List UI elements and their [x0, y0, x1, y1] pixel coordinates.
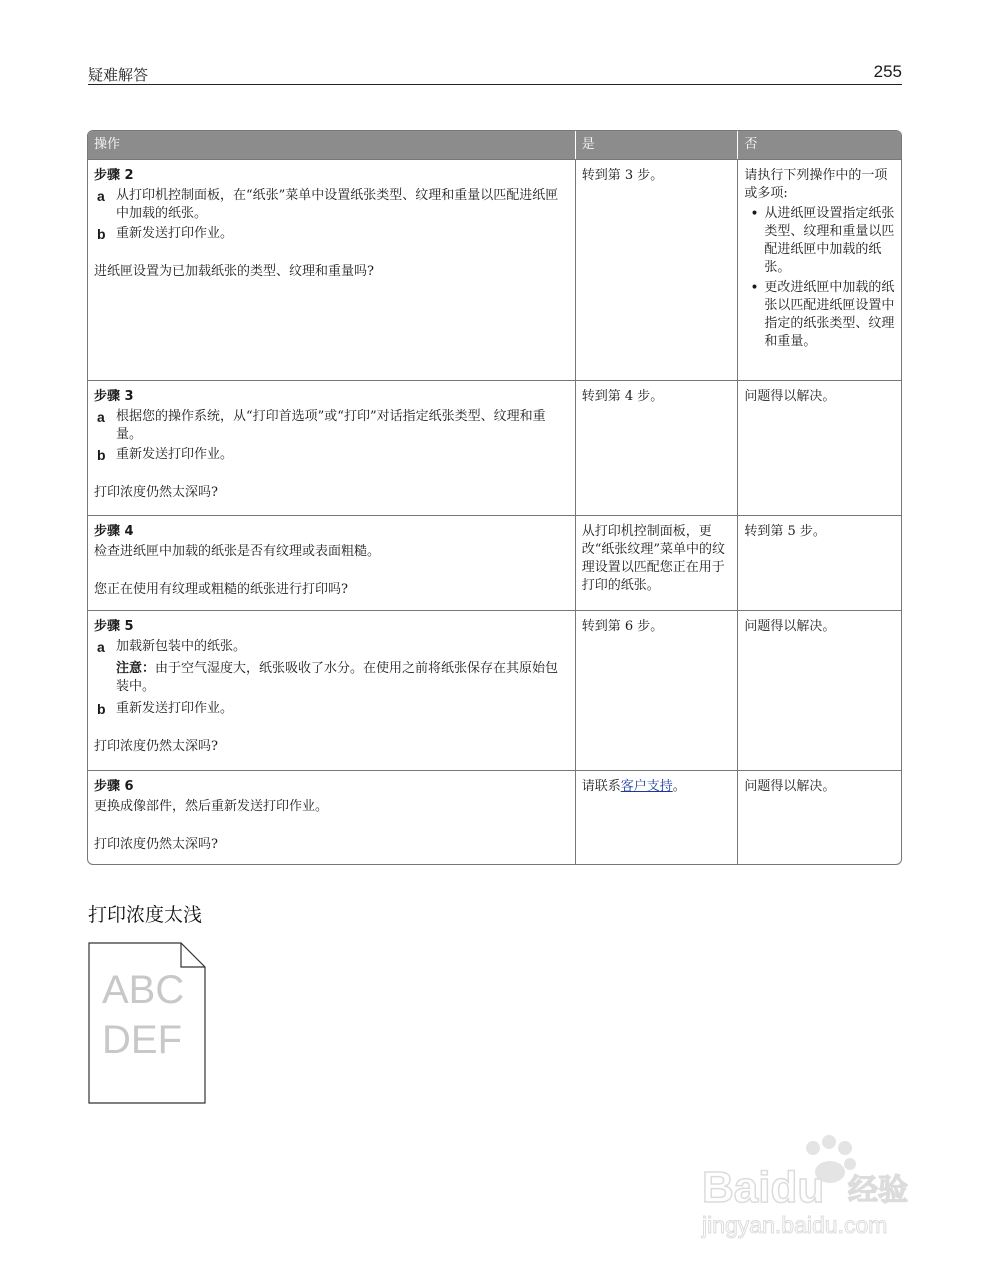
yes-prefix: 请联系 [581, 779, 621, 794]
sub-step-letter: a [97, 409, 105, 425]
faint-text-line: DEF [102, 1018, 182, 1062]
sub-step-text: 重新发送打印作业。 [116, 701, 234, 716]
action-cell [88, 610, 575, 770]
sub-step-text: 重新发送打印作业。 [116, 226, 234, 241]
yes-text: 从打印机控制面板，更改“纸张纹理”菜单中的纹理设置以匹配您正在用于打印的纸张。 [581, 524, 725, 593]
sub-step [94, 446, 569, 464]
sub-step-letter: a [97, 639, 105, 655]
sub-step [94, 700, 569, 718]
page-header [88, 62, 902, 85]
list-item: • 从进纸匣设置指定纸张类型、纹理和重量以匹配进纸匣中加载的纸张。 [744, 205, 895, 277]
step-question: 打印浓度仍然太深吗? [94, 485, 218, 500]
sub-step-letter: b [97, 447, 106, 463]
column-header-yes: 是 [575, 131, 738, 159]
action-cell [88, 770, 575, 864]
table-header-row [88, 131, 901, 159]
note [94, 660, 569, 696]
no-options-list [744, 205, 895, 351]
column-header-action: 操作 [88, 131, 575, 159]
action-cell [88, 380, 575, 515]
no-text: 问题得以解决。 [744, 389, 836, 404]
table-row [88, 159, 901, 380]
no-intro: 请执行下列操作中的一项或多项: [744, 168, 888, 201]
sub-step-text: 从打印机控制面板，在“纸张”菜单中设置纸张类型、纹理和重量以匹配进纸匣中加载的纸张。 [116, 188, 559, 221]
table-row [88, 380, 901, 515]
step-title: 步骤 2 [94, 168, 134, 183]
note-text: 由于空气湿度大，纸张吸收了水分。在使用之前将纸张保存在其原始包装中。 [116, 661, 559, 694]
step-title: 步骤 3 [94, 389, 134, 404]
list-item: • 更改进纸匣中加载的纸张以匹配进纸匣设置中指定的纸张类型、纹理和重量。 [744, 279, 895, 351]
sub-step-letter: b [97, 226, 106, 242]
sub-step [94, 638, 569, 656]
action-cell [88, 159, 575, 380]
step-question: 打印浓度仍然太深吗? [94, 739, 218, 754]
sub-step-text: 加载新包装中的纸张。 [116, 639, 247, 654]
sub-step-letter: a [97, 188, 105, 204]
yes-cell [575, 610, 738, 770]
sub-step [94, 187, 569, 223]
step-question: 您正在使用有纹理或粗糙的纸张进行打印吗? [94, 582, 348, 597]
action-cell [88, 515, 575, 610]
step-question: 进纸匣设置为已加载纸张的类型、纹理和重量吗? [94, 264, 374, 279]
page-number: 255 [873, 62, 902, 81]
yes-text: 转到第 6 步。 [581, 619, 664, 634]
troubleshooting-table [87, 130, 902, 865]
table-row [88, 610, 901, 770]
sub-step [94, 408, 569, 444]
column-header-no: 否 [737, 131, 901, 159]
watermark-url: jingyan.baidu.com [702, 1212, 888, 1238]
no-cell [737, 159, 901, 380]
customer-support-link[interactable]: 客户支持 [620, 779, 673, 794]
yes-cell [575, 380, 738, 515]
faint-text-line: ABC [102, 968, 185, 1012]
no-text: 转到第 5 步。 [744, 524, 826, 539]
watermark-cn: 经验 [848, 1173, 908, 1208]
no-text: 问题得以解决。 [744, 779, 836, 794]
yes-cell [575, 770, 738, 864]
sub-step-text: 根据您的操作系统，从“打印首选项”或“打印”对话指定纸张类型、纹理和重量。 [116, 409, 546, 442]
no-text: 问题得以解决。 [744, 619, 836, 634]
no-cell [737, 770, 901, 864]
no-cell [737, 515, 901, 610]
yes-text: 转到第 3 步。 [581, 168, 664, 183]
yes-text: 转到第 4 步。 [581, 389, 664, 404]
step-title: 步骤 5 [94, 619, 134, 634]
light-print-illustration [88, 942, 206, 1104]
yes-cell [575, 159, 738, 380]
step-text: 检查进纸匣中加载的纸张是否有纹理或表面粗糙。 [94, 544, 381, 559]
yes-cell [575, 515, 738, 610]
no-cell [737, 380, 901, 515]
chapter-title: 疑难解答 [88, 66, 149, 84]
sub-step-letter: b [97, 701, 106, 717]
sub-step [94, 225, 569, 243]
note-label: 注意： [116, 661, 156, 676]
step-question: 打印浓度仍然太深吗? [94, 837, 218, 852]
step-text: 更换成像部件，然后重新发送打印作业。 [94, 799, 329, 814]
section-heading: 打印浓度太浅 [88, 904, 203, 926]
watermark-brand: Baidu [702, 1163, 825, 1212]
baidu-jingyan-watermark [700, 1130, 940, 1250]
table-row [88, 515, 901, 610]
table-row [88, 770, 901, 864]
yes-suffix: 。 [672, 779, 686, 794]
step-title: 步骤 4 [94, 524, 134, 539]
sub-step-text: 重新发送打印作业。 [116, 447, 234, 462]
no-cell [737, 610, 901, 770]
step-title: 步骤 6 [94, 779, 134, 794]
